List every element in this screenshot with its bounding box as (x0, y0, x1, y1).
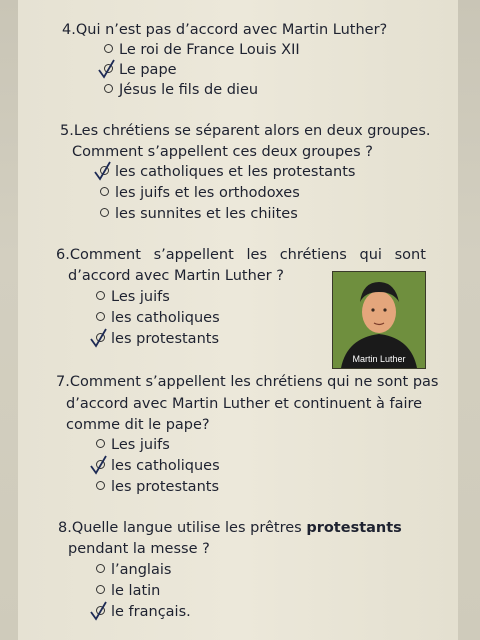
q7-option-1[interactable]: Les juifs (96, 435, 170, 456)
question-7-text-line2: d’accord avec Martin Luther et continuent à faire (66, 396, 423, 412)
q5-option-2[interactable]: les juifs et les orthodoxes (100, 183, 300, 204)
question-5-text-line2: Comment s’appellent ces deux groupes ? (72, 144, 373, 160)
radio-circle-icon (96, 585, 105, 594)
q5-option-1[interactable]: les catholiques et les protestants (100, 162, 355, 183)
q8-option-1[interactable]: l’anglais (96, 560, 171, 581)
checkmark-icon (88, 600, 108, 622)
radio-circle-icon (96, 291, 105, 300)
checkmark-icon (92, 160, 112, 182)
q6-option-2[interactable]: les catholiques (96, 308, 220, 329)
q7-option-3[interactable]: les protestants (96, 477, 219, 498)
q8-option-2[interactable]: le latin (96, 581, 160, 602)
question-6-text-line2: d’accord avec Martin Luther ? (68, 268, 284, 284)
q4-option-2[interactable]: Le pape (104, 60, 177, 81)
question-7-text-line1: 7.Comment s’appellent les chrétiens qui ne sont pas (56, 374, 439, 390)
portrait-caption: Martin Luther (352, 354, 406, 364)
q4-option-1[interactable]: Le roi de France Louis XII (104, 40, 300, 61)
q7-option-2[interactable]: les catholiques (96, 456, 220, 477)
q8-option-3[interactable]: le français. (96, 602, 191, 623)
question-8-text-line1: 8.Quelle langue utilise les prêtres protestants (58, 520, 402, 536)
martin-luther-portrait (332, 271, 426, 369)
question-5-text-line1: 5.Les chrétiens se séparent alors en deux groupes. (60, 123, 431, 139)
radio-circle-icon (100, 187, 109, 196)
question-6-text-line1: 6.Comment s’appellent les chrétiens qui sont (56, 247, 426, 263)
checkmark-icon (88, 327, 108, 349)
radio-circle-icon (104, 44, 113, 53)
q6-option-1[interactable]: Les juifs (96, 287, 170, 308)
radio-circle-icon (96, 564, 105, 573)
radio-circle-icon (96, 312, 105, 321)
question-4-text: 4.Qui n’est pas d’accord avec Martin Luther? (62, 22, 388, 38)
q5-option-3[interactable]: les sunnites et les chiites (100, 204, 298, 225)
radio-circle-icon (104, 84, 113, 93)
radio-circle-icon (100, 208, 109, 217)
checkmark-icon (96, 58, 116, 80)
question-8-text-line2: pendant la messe ? (68, 541, 210, 557)
radio-circle-icon (96, 481, 105, 490)
checkmark-icon (88, 454, 108, 476)
q4-option-3[interactable]: Jésus le fils de dieu (104, 80, 258, 101)
question-7-text-line3: comme dit le pape? (66, 417, 210, 433)
q6-option-3[interactable]: les protestants (96, 329, 219, 350)
radio-circle-icon (96, 439, 105, 448)
